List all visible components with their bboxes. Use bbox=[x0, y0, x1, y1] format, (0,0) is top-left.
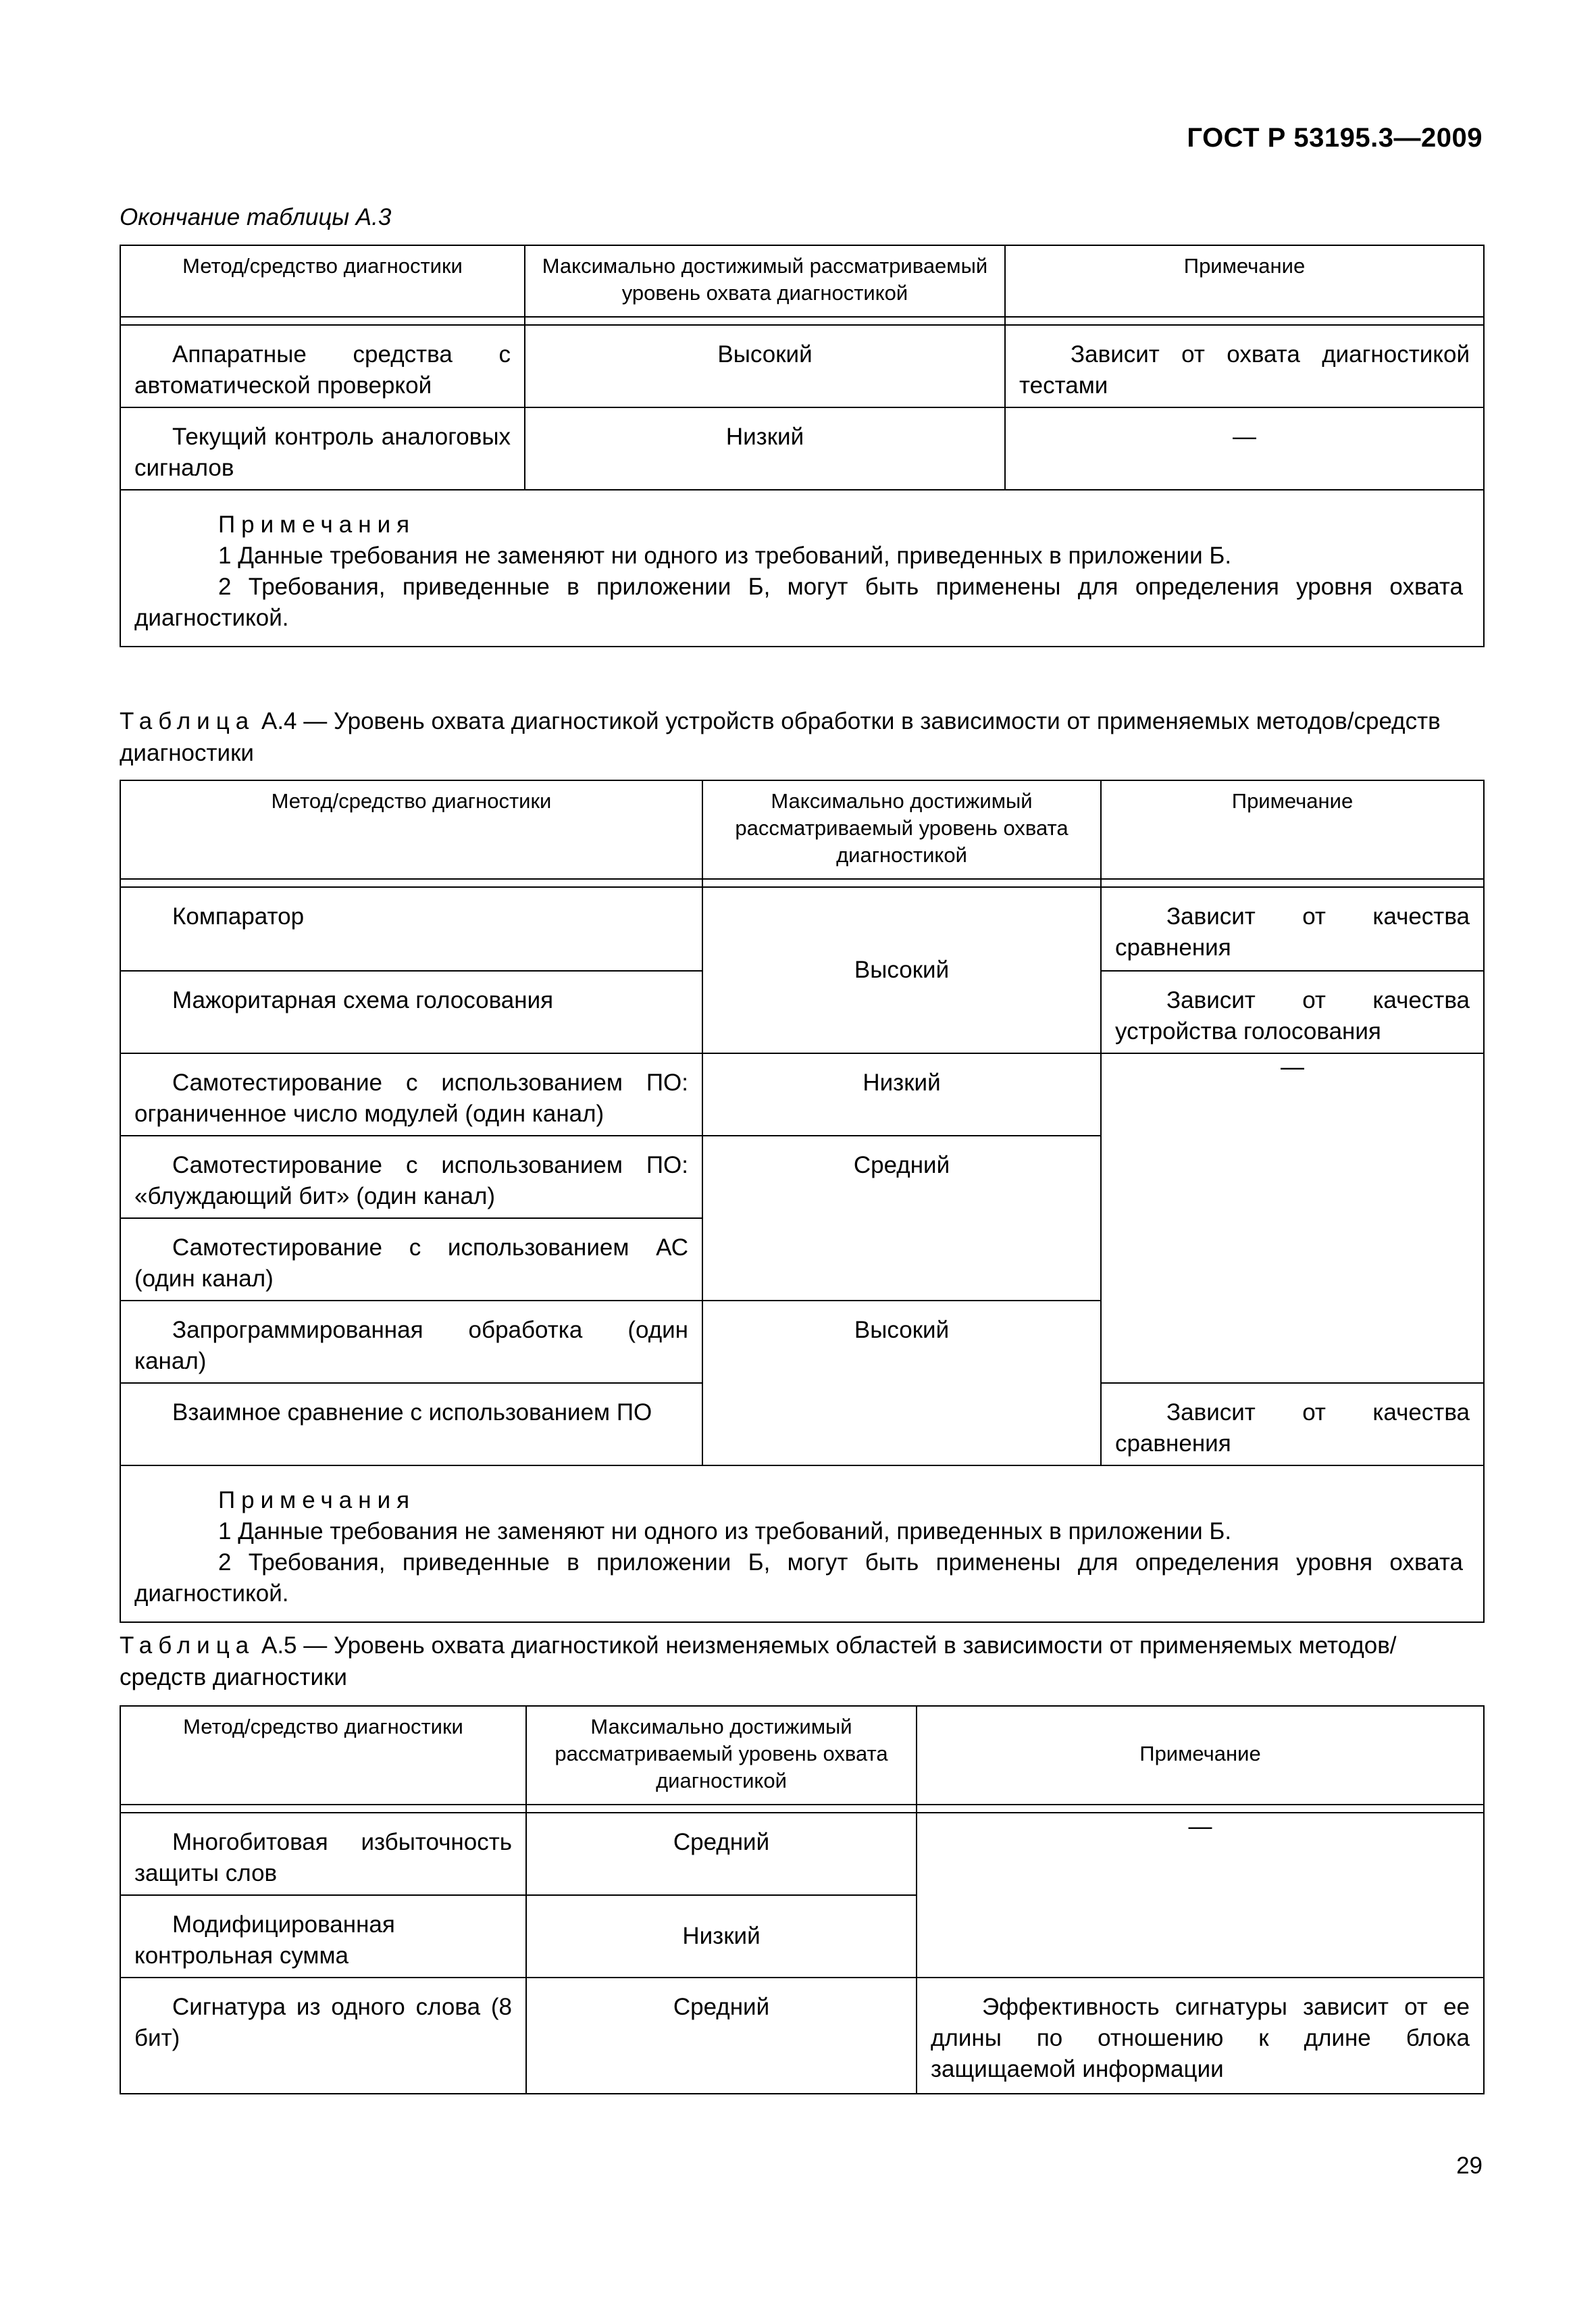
table-cell-note: Эффективность сигнатуры зависит от ее длины по отношению к длине блока защищаемой информации bbox=[917, 1978, 1484, 2094]
table-cell-note: — bbox=[917, 1813, 1484, 1978]
column-header-level: Максимально достижимый рассматриваемый уровень охвата диагностикой bbox=[525, 245, 1005, 317]
table-cell-method: Сигнатура из одного слова (8 бит) bbox=[120, 1978, 526, 2094]
standard-code: ГОСТ Р 53195.3—2009 bbox=[1187, 123, 1483, 153]
table-cell-note: Зависит от качества сравнения bbox=[1101, 1383, 1484, 1465]
page-number: 29 bbox=[1456, 2153, 1483, 2179]
table-cell-method: Самотестирование с использованием ПО: ограниченное число модулей (один канал) bbox=[120, 1053, 702, 1136]
table-cell-method: Текущий контроль аналоговых сигналов bbox=[120, 407, 525, 490]
table-cell-level: Высокий bbox=[702, 887, 1101, 1053]
table-cell-level: Низкий bbox=[702, 1053, 1101, 1136]
table-cell-method: Взаимное сравнение с использованием ПО bbox=[120, 1383, 702, 1465]
table-cell-level: Средний bbox=[702, 1136, 1101, 1301]
column-header-note: Примечание bbox=[917, 1706, 1484, 1805]
table-cell-note: Зависит от охвата диагностикой тестами bbox=[1005, 325, 1484, 407]
table-cell-method: Самотестирование с использованием ПО: «блуждающий бит» (один канал) bbox=[120, 1136, 702, 1218]
note-item: 2 Требования, приведенные в приложении Б, могут быть применены для определения уровня охвата диагностикой. bbox=[134, 574, 1463, 631]
column-header-method: Метод/средство диагностики bbox=[120, 780, 702, 879]
table-cell-note: — bbox=[1005, 407, 1484, 490]
column-header-note: Примечание bbox=[1005, 245, 1484, 317]
table-cell-note: Зависит от качества сравнения bbox=[1101, 887, 1484, 971]
table-notes bbox=[120, 490, 1484, 647]
note-item: 2 Требования, приведенные в приложении Б, могут быть применены для определения уровня охвата диагностикой. bbox=[134, 1549, 1463, 1607]
column-header-method: Метод/средство диагностики bbox=[120, 1706, 526, 1805]
note-item: 1 Данные требования не заменяют ни одного из требований, приведенных в приложении Б. bbox=[218, 1518, 1232, 1544]
table-cell-level: Средний bbox=[526, 1978, 917, 2094]
table-a5-caption: Таблица А.5 — Уровень охвата диагностикой неизменяемых областей в зависимости от применяемых методов/средств диагностики bbox=[120, 1632, 1397, 1690]
column-header-level: Максимально достижимый рассматриваемый уровень охвата диагностикой bbox=[526, 1706, 917, 1805]
notes-title: Примечания bbox=[218, 1487, 416, 1513]
table-cell-method: Аппаратные средства с автоматической проверкой bbox=[120, 325, 525, 407]
table-cell-level: Низкий bbox=[525, 407, 1005, 490]
table-a3 bbox=[120, 245, 1485, 647]
table-notes bbox=[120, 1465, 1484, 1622]
table-cell-method: Многобитовая избыточность защиты слов bbox=[120, 1813, 526, 1895]
table-a4-caption: Таблица А.4 — Уровень охвата диагностикой устройств обработки в зависимости от применяемых методов/средств диагностики bbox=[120, 708, 1441, 766]
table-cell-method: Компаратор bbox=[120, 887, 702, 971]
table-cell-level: Средний bbox=[526, 1813, 917, 1895]
table-cell-method: Запрограммированная обработка (один канал) bbox=[120, 1301, 702, 1383]
table-a4 bbox=[120, 780, 1485, 1623]
table-a5 bbox=[120, 1705, 1485, 2094]
table-continuation-label: Окончание таблицы А.3 bbox=[120, 204, 392, 230]
table-cell-level: Высокий bbox=[702, 1301, 1101, 1465]
table-cell-note: — bbox=[1101, 1053, 1484, 1383]
column-header-method: Метод/средство диагностики bbox=[120, 245, 525, 317]
column-header-note: Примечание bbox=[1101, 780, 1484, 879]
table-cell-note: Зависит от качества устройства голосования bbox=[1101, 971, 1484, 1053]
column-header-level: Максимально достижимый рассматриваемый уровень охвата диагностикой bbox=[702, 780, 1101, 879]
table-cell-method: Мажоритарная схема голосования bbox=[120, 971, 702, 1053]
table-cell-level: Высокий bbox=[525, 325, 1005, 407]
note-item: 1 Данные требования не заменяют ни одного из требований, приведенных в приложении Б. bbox=[218, 543, 1232, 569]
table-cell-method: Модифицированная контрольная сумма bbox=[120, 1895, 526, 1978]
notes-title: Примечания bbox=[218, 511, 416, 538]
table-cell-method: Самотестирование с использованием АС (один канал) bbox=[120, 1218, 702, 1301]
table-cell-level: Низкий bbox=[526, 1895, 917, 1978]
